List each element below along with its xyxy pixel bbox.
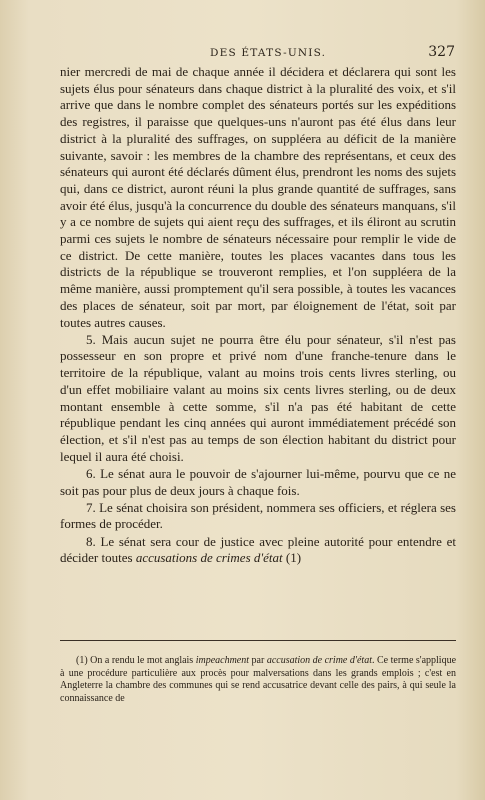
article-8-text: 8. Le sénat sera cour de justice avec pleine autorité pour entendre et décider toutes: [60, 533, 456, 566]
footnote-term-fr: accusation de crime d'état: [266, 655, 372, 666]
footnote-mid: par: [249, 655, 267, 666]
footnote-reference: (1): [282, 550, 302, 566]
footnote-term-en: impeachment: [195, 655, 250, 666]
article-7: 7. Le sénat choisira son président, nommera ses officiers, et réglera ses formes de procéder.: [60, 499, 456, 532]
running-title: DES ÉTATS-UNIS.: [210, 47, 327, 59]
article-8-italic: accusations de crimes d'état: [135, 550, 283, 566]
page-header: [60, 44, 455, 62]
article-8: [60, 534, 456, 567]
main-text: [60, 64, 456, 567]
article-5: 5. Mais aucun sujet ne pourra être élu pour sénateur, s'il n'est pas possesseur en son propre et privé nom d'une franche-tenure dans le territoire de la république, valant au moins trois cents livres sterling, ou d'un effet mobiliaire valant au moins six cents livres sterling, ou de deux montant ensemble à cette somme, s'il n'a pas été habitant de cette république pendant les cinq années qui auront immédiatement précédé son élection, et s'il n'est pas au temps de son élection habitant du district pour lequel il aura été choisi.: [60, 331, 456, 464]
paragraph-continued: nier mercredi de mai de chaque année il décidera et déclarera qui sont les sujets élus pour sénateurs dans chaque district à la pluralité des voix, et s'il arrive que dans le nombre complet des sénateurs portés sur les expéditions des registres, il paraisse que quelques-uns n'auront pas été élus dans leur district à la pluralité des suffrages, on suppléera au déficit de la manière suivante, savoir : les membres de la chambre des représentans, et ceux des sénateurs qui auront été déclarés dûment élus, prendront les noms des sujets qui, dans ce district, auront réuni la plus grande quantité de suffrages, sans avoir été élus, jusqu'à la concurrence du double des sénateurs manquans, s'il y a ce nombre de sujets qui aient reçu des suffrages, et ils éliront au scrutin parmi ces sujets le nombre de sénateurs nécessaire pour remplir le vide de ce district. De cette manière, toutes les places vacantes dans tous les districts de la république se trouveront remplies, et l'on suppléera de la même manière, aussi promptement qu'il sera possible, à toutes les vacances des places de sénateur, soit par mort, par éloignement de l'état, soit par toutes autres causes.: [60, 64, 456, 330]
footnote-marker: (1) On a rendu le mot anglais: [76, 655, 196, 666]
page-number: 327: [428, 44, 455, 60]
footnote-divider: [60, 640, 456, 641]
footnote-text: [60, 655, 456, 705]
footnote-rest: . Ce terme s'applique à une procédure particulière aux procès pour malversations dans les grands emplois ; c'est en Angleterre la chambre des communes qui se rend accusatrice devant celle des pairs, à qui seule la connaissance de: [60, 655, 457, 704]
article-6: 6. Le sénat aura le pouvoir de s'ajourner lui-même, pourvu que ce ne soit pas pour plus de deux jours à chaque fois.: [60, 465, 456, 498]
footnote: [60, 655, 456, 705]
